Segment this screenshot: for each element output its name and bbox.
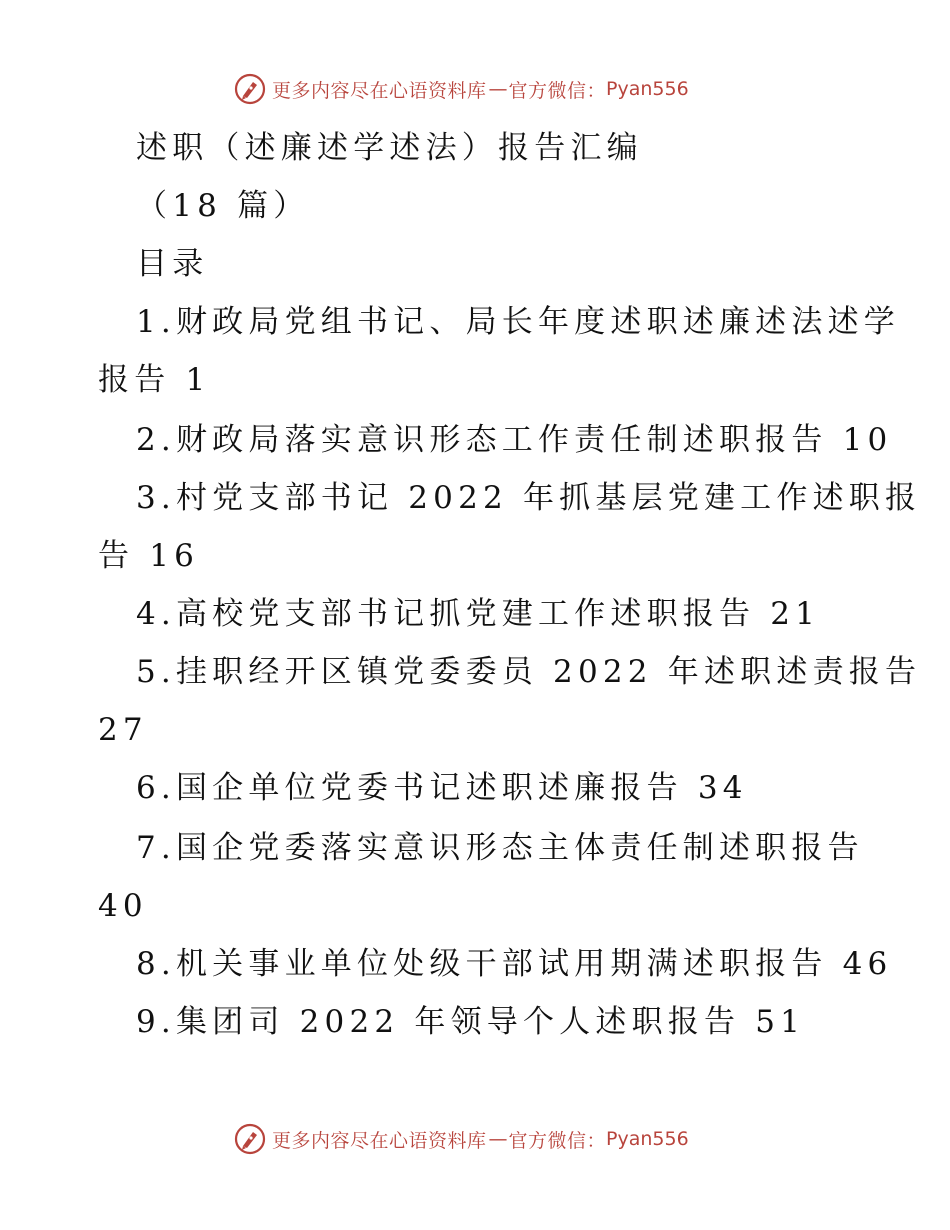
toc-line: 告 16 bbox=[98, 538, 200, 574]
watermark-footer bbox=[234, 1122, 754, 1156]
pen-nib-logo-icon bbox=[234, 1123, 266, 1155]
watermark-text: 更多内容尽在心语资料库 bbox=[272, 79, 487, 102]
watermark-label: 官方微信： bbox=[508, 79, 607, 102]
toc-line: 5.挂职经开区镇党委委员 2022 年述职述责报告 bbox=[136, 654, 922, 690]
watermark-text: 更多内容尽在心语资料库 bbox=[272, 1129, 487, 1152]
toc-line: 6.国企单位党委书记述职述廉报告 34 bbox=[136, 770, 748, 806]
watermark-dash: — bbox=[488, 1128, 507, 1150]
document-title: 述职（述廉述学述法）报告汇编 bbox=[136, 130, 643, 166]
toc-line: 3.村党支部书记 2022 年抓基层党建工作述职报 bbox=[136, 480, 922, 516]
toc-line: 9.集团司 2022 年领导个人述职报告 51 bbox=[136, 1004, 806, 1040]
document-subtitle: （18 篇） bbox=[136, 188, 310, 224]
watermark-id: Pyan556 bbox=[606, 78, 689, 100]
watermark-id: Pyan556 bbox=[606, 1128, 689, 1150]
pen-nib-logo-icon bbox=[234, 73, 266, 105]
toc-line: 2.财政局落实意识形态工作责任制述职报告 10 bbox=[136, 422, 893, 458]
watermark-header bbox=[234, 72, 754, 106]
toc-line: 4.高校党支部书记抓党建工作述职报告 21 bbox=[136, 596, 821, 632]
toc-line: 1.财政局党组书记、局长年度述职述廉述法述学 bbox=[136, 304, 900, 340]
toc-line: 8.机关事业单位处级干部试用期满述职报告 46 bbox=[136, 946, 893, 982]
watermark-label: 官方微信： bbox=[508, 1129, 607, 1152]
toc-line: 7.国企党委落实意识形态主体责任制述职报告 bbox=[136, 830, 864, 866]
watermark-dash: — bbox=[488, 78, 507, 100]
toc-heading: 目录 bbox=[136, 246, 209, 282]
toc-line: 40 bbox=[98, 888, 148, 924]
toc-line: 报告 1 bbox=[98, 362, 211, 398]
toc-line: 27 bbox=[98, 712, 148, 748]
